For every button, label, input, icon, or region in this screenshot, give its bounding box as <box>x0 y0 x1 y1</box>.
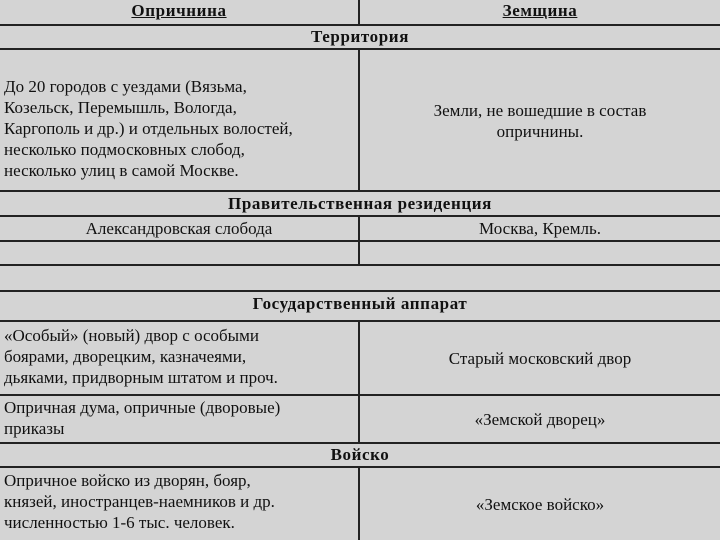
section-title-army: Войско <box>330 445 390 464</box>
court-oprichnina-text <box>0 322 360 394</box>
empty-cell <box>0 266 720 290</box>
text-line: Опричное войско из дворян, бояр, <box>4 471 251 490</box>
duma-zemshchina-text: «Земской дворец» <box>474 409 606 429</box>
court-zemshchina <box>360 322 720 394</box>
text-line: несколько подмосковных слобод, <box>4 140 245 159</box>
territory-zemshchina-text <box>360 50 720 190</box>
text-line: численностью 1-6 тыс. человек. <box>4 513 235 532</box>
text-line: Козельск, Перемышль, Вологда, <box>4 98 237 117</box>
section-territory-row <box>0 24 720 48</box>
court-row <box>0 320 720 394</box>
text-line: Опричная дума, опричные (дворовые) <box>4 398 281 417</box>
text-line: князей, иностранцев-наемников и др. <box>4 492 275 511</box>
residence-oprichnina: Александровская слобода <box>0 217 360 240</box>
army-oprichnina-text <box>0 468 360 540</box>
residence-zemshchina: Москва, Кремль. <box>479 219 601 238</box>
section-residence-row <box>0 190 720 215</box>
section-title-apparatus: Государственный аппарат <box>252 294 468 313</box>
court-zemshchina-text: Старый московский двор <box>448 348 632 368</box>
army-zemshchina <box>360 468 720 540</box>
text-line: приказы <box>4 419 65 438</box>
army-zemshchina-text: «Земское войско» <box>475 494 605 514</box>
army-row <box>0 466 720 540</box>
text-line: опричнины. <box>496 122 584 141</box>
text-line: Земли, не вошедшие в состав <box>433 101 647 120</box>
empty-row <box>0 240 720 264</box>
section-title-residence: Правительственная резиденция <box>228 194 492 213</box>
text-line: боярами, дворецким, казначеями, <box>4 347 247 366</box>
header-row <box>0 0 720 24</box>
residence-row <box>0 215 720 240</box>
duma-oprichnina-text <box>0 396 360 442</box>
text-line: Каргополь и др.) и отдельных волостей, <box>4 119 293 138</box>
header-oprichnina: Опричнина <box>0 0 360 24</box>
header-zemshchina: Земщина <box>502 1 578 20</box>
section-apparatus-row <box>0 290 720 320</box>
territory-row <box>0 48 720 190</box>
section-army-row <box>0 442 720 466</box>
empty-cell <box>0 242 360 264</box>
empty-row <box>0 264 720 290</box>
text-line: До 20 городов с уездами (Вязьма, <box>4 77 247 96</box>
empty-cell <box>360 242 720 264</box>
duma-row <box>0 394 720 442</box>
territory-oprichnina-text <box>0 50 360 190</box>
duma-zemshchina <box>360 396 720 442</box>
section-title-territory: Территория <box>310 27 409 46</box>
text-line: несколько улиц в самой Москве. <box>4 161 239 180</box>
text-line: дьяками, придворным штатом и проч. <box>4 368 278 387</box>
text-line: «Особый» (новый) двор с особыми <box>4 326 259 345</box>
